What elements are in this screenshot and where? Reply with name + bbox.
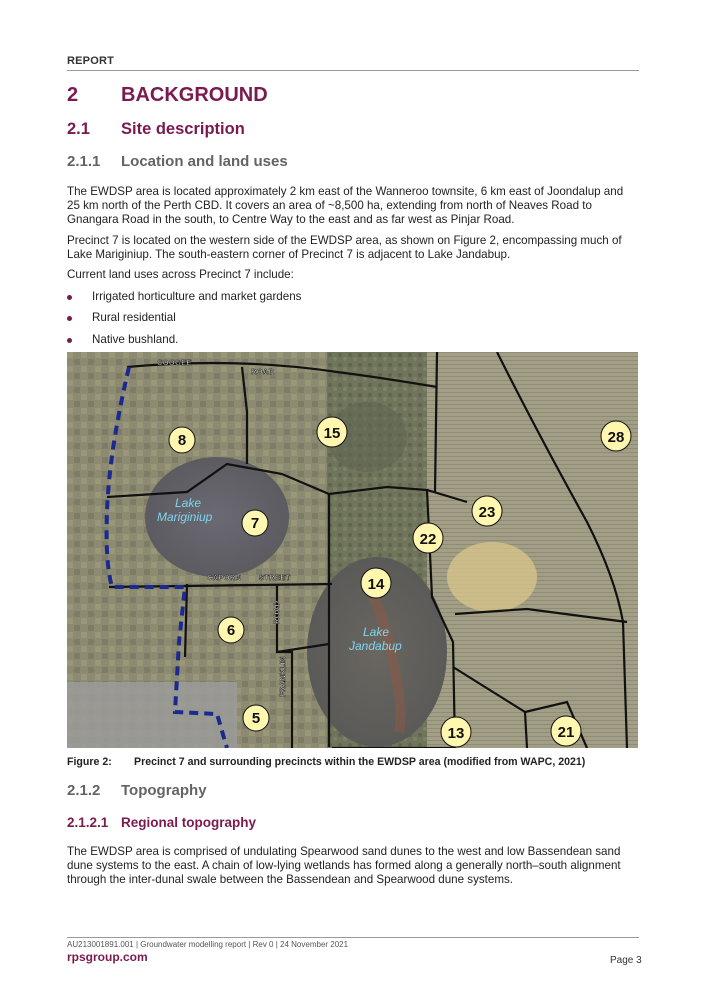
precinct-marker (472, 496, 502, 526)
report-label: REPORT (67, 55, 115, 67)
paragraph-precinct (67, 234, 642, 262)
paragraph-line: dune systems to the east. A chain of low-lying wetlands has formed along a generally north–south alignment (67, 859, 621, 872)
lake-label: Lake (175, 496, 202, 510)
subsection-title: Site description (121, 120, 245, 138)
list-item-text: Irrigated horticulture and market gardens (92, 290, 302, 303)
paragraph-line: Gnangara Road in the south, to Centre Way to the east and as far west as Pinjar Road. (67, 213, 515, 226)
precinct-marker (601, 421, 631, 451)
bullet-icon (67, 316, 72, 321)
subsection-heading (67, 120, 245, 139)
precinct-marker (242, 510, 268, 536)
paragraph-line: 25 km north of the Perth CBD. It covers an area of ~8,500 ha, extending from north of Neaves Road to (67, 199, 592, 212)
precinct-map (67, 352, 638, 748)
paragraph-line: The EWDSP area is located approximately 2 km east of the Wanneroo townsite, 6 km east of Joondalup and (67, 185, 624, 198)
precinct-map-svg (67, 352, 638, 748)
lake-label: Jandabup (349, 639, 402, 653)
section-heading (67, 84, 268, 107)
precinct-marker (317, 417, 347, 447)
topography-heading (67, 782, 207, 799)
paragraph-regional-topography (67, 845, 642, 887)
section-title: BACKGROUND (121, 84, 268, 106)
precinct-marker (441, 717, 471, 747)
regional-topography-title: Regional topography (121, 815, 256, 830)
road-label: ROAD (272, 600, 281, 624)
precinct-marker (169, 427, 195, 453)
footer-rule (67, 937, 639, 938)
precinct-label: 14 (367, 576, 385, 593)
paragraph-line: Lake Mariginiup. The south-eastern corner of Precinct 7 is adjacent to Lake Jandabup. (67, 248, 511, 261)
lake-label: Lake (363, 625, 390, 639)
topography-title: Topography (121, 782, 207, 799)
precinct-marker (413, 523, 443, 553)
precinct-label: 5 (251, 710, 261, 727)
road-label: FRANKLIN (278, 656, 287, 697)
precinct-label: 15 (323, 425, 341, 442)
subsubsection-heading (67, 153, 288, 170)
precinct-marker (243, 705, 269, 731)
precinct-label: 23 (478, 504, 496, 521)
precinct-marker (218, 617, 244, 643)
regional-topography-number: 2.1.2.1 (67, 815, 109, 830)
precinct-marker (551, 716, 581, 746)
footer-site-link[interactable]: rpsgroup.com (67, 950, 148, 964)
subsection-number: 2.1 (67, 120, 90, 138)
paragraph-location (67, 185, 642, 227)
subsubsection-number: 2.1.1 (67, 153, 101, 170)
precinct-label: 21 (557, 724, 575, 741)
regional-topography-heading (67, 815, 256, 830)
paragraph-line: The EWDSP area is comprised of undulating Spearwood sand dunes to the west and low Bassendean sand (67, 845, 621, 858)
figure-caption (67, 756, 585, 768)
section-number: 2 (67, 84, 79, 106)
paragraph-land-uses: Current land uses across Precinct 7 include: (67, 268, 294, 281)
precinct-marker (361, 568, 391, 598)
page-number: Page 3 (610, 955, 642, 966)
precinct-label: 13 (447, 725, 465, 742)
subsubsection-title: Location and land uses (121, 153, 288, 170)
road-label: COOGEE (157, 358, 192, 367)
bullet-icon (67, 295, 72, 300)
precinct-label: 22 (419, 531, 437, 548)
paragraph-line: through the inter-dunal swale between the Bassendean and Spearwood dune systems. (67, 873, 514, 886)
precinct-label: 28 (607, 429, 625, 446)
road-label: ROAD (251, 367, 275, 376)
footer-meta: AU213001891.001 | Groundwater modelling report | Rev 0 | 24 November 2021 (67, 940, 349, 949)
list-item-text: Native bushland. (92, 333, 179, 346)
road-label: CAPORN (207, 573, 242, 582)
road-label: STREET (259, 573, 291, 582)
list-item-text: Rural residential (92, 311, 176, 324)
precinct-label: 8 (177, 432, 187, 449)
lake-label: Mariginiup (157, 510, 213, 524)
paragraph-line: Precinct 7 is located on the western side of the EWDSP area, as shown on Figure 2, encompassing much of (67, 234, 622, 247)
bullet-icon (67, 338, 72, 343)
figure-caption-text: Precinct 7 and surrounding precincts within the EWDSP area (modified from WAPC, 2021) (134, 756, 586, 768)
precinct-label: 6 (226, 622, 236, 639)
figure-label: Figure 2: (67, 756, 112, 768)
topography-number: 2.1.2 (67, 782, 101, 799)
precinct-label: 7 (250, 515, 260, 532)
header-rule (67, 70, 639, 71)
